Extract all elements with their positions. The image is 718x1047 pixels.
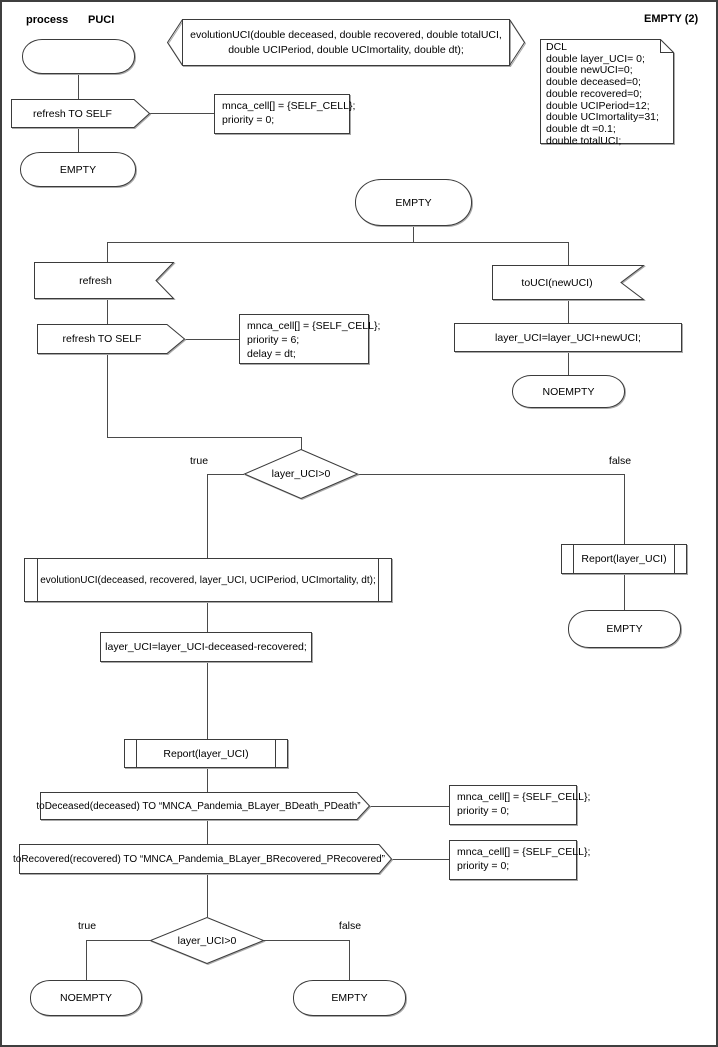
process-name-label: PUCI [88, 14, 115, 26]
connector [185, 339, 239, 340]
dcl-line: DCL [546, 41, 568, 53]
dcl-line: double totalUCI; [546, 134, 622, 147]
output-shape [37, 324, 185, 354]
procedure-call-report-false [561, 544, 687, 574]
decision-shape [244, 449, 358, 499]
connector [107, 354, 108, 437]
connector-false-1 [358, 474, 624, 475]
branch-false-label: false [338, 920, 362, 932]
connector [624, 474, 625, 544]
page-label: EMPTY (2) [644, 13, 699, 25]
connector [568, 242, 569, 265]
comment-line: delay = dt; [247, 348, 296, 360]
task-add-newuci: layer_UCI=layer_UCI+newUCI; [454, 323, 682, 352]
comment-box [214, 94, 356, 134]
dcl-text-symbol [540, 39, 674, 147]
procedure-shape [124, 739, 288, 768]
input-label: toUCI(newUCI) [521, 276, 593, 289]
procedure-call-evolutionuci [24, 558, 392, 602]
output-todeceased [36, 792, 370, 820]
connector-true-2 [86, 940, 150, 941]
branch-true-label: true [77, 920, 97, 932]
comment-line: mnca_cell[] = {SELF_CELL}; [247, 320, 381, 332]
dcl-line: double newUCI=0; [546, 64, 633, 77]
state-noempty-bottom [30, 980, 142, 1016]
comment-line: priority = 0; [222, 114, 275, 126]
declaration-line: double UCIPeriod, double UCImortality, double dt); [228, 43, 464, 56]
input-shape [34, 262, 174, 299]
dcl-line: double deceased=0; [546, 76, 641, 89]
output-shape [12, 844, 392, 874]
connector [78, 128, 79, 152]
decision-condition: layer_UCI>0 [177, 934, 237, 947]
branch-true-label: true [189, 455, 209, 467]
state-label: EMPTY [395, 196, 432, 209]
input-touci [492, 265, 644, 300]
comment-box [449, 840, 591, 880]
input-refresh [34, 262, 174, 299]
connector [207, 474, 208, 558]
branch-false-label: false [608, 455, 632, 467]
connector [207, 768, 208, 792]
dcl-line: double UCIPeriod=12; [546, 99, 650, 112]
procedure-shape [24, 558, 392, 602]
dcl-line: double recovered=0; [546, 87, 643, 100]
output-label: refresh TO SELF [62, 333, 142, 345]
connector [568, 300, 569, 323]
connector [568, 352, 569, 375]
state-noempty-right [512, 375, 625, 408]
state-empty-hub [355, 179, 472, 226]
state-empty-bottom [293, 980, 406, 1016]
decision-layer-uci-1 [244, 449, 358, 499]
procedure-label: Report(layer_UCI) [163, 747, 249, 760]
comment-line: mnca_cell[] = {SELF_CELL}; [457, 846, 591, 858]
state-label: EMPTY [606, 623, 643, 635]
connector-false-2 [264, 940, 349, 941]
state-label: EMPTY [331, 992, 368, 1004]
connector [207, 874, 208, 917]
state-label: NOEMPTY [60, 992, 112, 1004]
connector [149, 113, 214, 114]
procedure-label: evolutionUCI(deceased, recovered, layer_UCI, UCIPeriod, UCImortality, dt); [40, 574, 376, 586]
connector [207, 820, 208, 844]
input-label: refresh [79, 274, 112, 287]
output-torecovered [12, 844, 392, 874]
process-keyword-label: process [26, 14, 69, 26]
state-empty-start [20, 152, 136, 187]
comment-line: mnca_cell[] = {SELF_CELL}; [457, 791, 591, 803]
output-refresh-to-self-start [11, 99, 150, 128]
connector [413, 226, 414, 243]
connector-true-1 [207, 474, 244, 475]
input-shape [492, 265, 644, 300]
output-label: refresh TO SELF [33, 107, 112, 120]
dcl-line: double dt =0.1; [546, 122, 616, 135]
connector [624, 574, 625, 610]
connector [107, 242, 569, 243]
task-subtract: layer_UCI=layer_UCI-deceased-recovered; [100, 632, 312, 662]
state-label: EMPTY [59, 163, 97, 176]
output-refresh-to-self [37, 324, 185, 354]
connector [78, 74, 79, 99]
connector [207, 662, 208, 739]
output-label: toDeceased(deceased) TO “MNCA_Pandemia_BLayer_BDeath_PDeath” [36, 800, 361, 812]
comment-box [239, 314, 381, 364]
comment-line: priority = 6; [247, 334, 300, 346]
state-label: NOEMPTY [542, 385, 595, 398]
comment-line: priority = 0; [457, 860, 510, 872]
procedure-declaration-symbol [167, 19, 525, 66]
output-shape [11, 99, 150, 128]
decision-condition: layer_UCI>0 [271, 468, 331, 480]
procedure-shape [561, 544, 687, 574]
decision-layer-uci-2 [150, 917, 264, 964]
output-shape [36, 792, 370, 820]
decision-shape [150, 917, 264, 964]
procedure-label: Report(layer_UCI) [581, 553, 667, 565]
comment-box [449, 785, 591, 825]
state-empty-false-branch [568, 610, 681, 648]
procedure-call-report-true [124, 739, 288, 768]
start-state-symbol [22, 39, 135, 74]
output-label: toRecovered(recovered) TO “MNCA_Pandemia_BLayer_BRecovered_PRecovered” [12, 853, 386, 865]
comment-line: priority = 0; [457, 805, 510, 817]
connector [107, 299, 108, 324]
dcl-line: double layer_UCI= 0; [546, 52, 645, 65]
connector [107, 437, 301, 438]
comment-line: mnca_cell[] = {SELF_CELL}; [222, 100, 356, 112]
connector [207, 602, 208, 632]
connector [392, 859, 449, 860]
connector [86, 940, 87, 980]
declaration-line: evolutionUCI(double deceased, double recovered, double totalUCI, [190, 28, 502, 41]
connector [349, 940, 350, 980]
dcl-line: double UCImortality=31; [546, 111, 659, 124]
connector [370, 806, 449, 807]
